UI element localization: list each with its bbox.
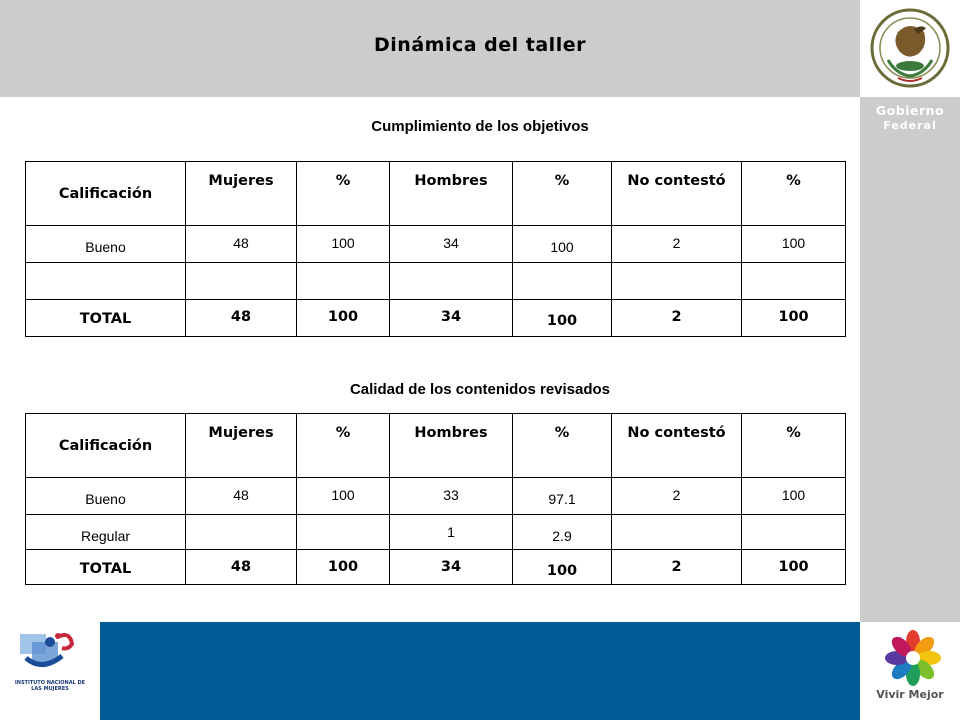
table-total-row [26,300,846,337]
table-cell [612,515,742,550]
table1-title: Cumplimiento de los objetivos [371,118,589,135]
mexican-coat-of-arms-icon [868,2,952,94]
table-cell [513,263,612,300]
table-cell [612,263,742,300]
table-cell: 100 [297,226,390,263]
header-cell: Calificación [26,162,186,226]
table-cell: 100 [297,300,390,337]
table-cell [742,263,846,300]
gobierno-logo-line2: Federal [883,119,937,132]
table-cell: 100 [297,550,390,585]
table-cell: 2 [612,226,742,263]
inm-logo-text: INSTITUTO NACIONAL DE LAS MUJERES [14,680,86,692]
table-cell [26,263,186,300]
vivir-mejor-text: Vivir Mejor [876,688,944,701]
header-cell: No contestó [612,414,742,478]
header-cell: % [742,414,846,478]
header-cell: % [297,162,390,226]
table-cell: 33 [390,478,513,515]
table-cell: 1 [390,515,513,550]
table-cell [742,515,846,550]
table-cell: 48 [186,478,297,515]
table-cell: 100 [742,550,846,585]
table-cell: 100 [513,300,612,337]
table-cell: 48 [186,226,297,263]
table-cell [297,263,390,300]
table-cell: 48 [186,300,297,337]
table-cell: Regular [26,515,186,550]
table-row [26,515,846,550]
table-cell [390,263,513,300]
header-cell: % [513,414,612,478]
table-row [26,263,846,300]
footer-band [100,622,860,720]
table-cell: Bueno [26,478,186,515]
table-cell: 100 [742,226,846,263]
table2-title: Calidad de los contenidos revisados [349,381,611,398]
table-cell: 100 [742,300,846,337]
header-cell: Mujeres [186,162,297,226]
table-cell: 100 [513,550,612,585]
table-cell [297,515,390,550]
page-title: Dinámica del taller [374,34,586,56]
vivir-mejor-flower-icon [885,630,941,686]
table-cell: 34 [390,550,513,585]
header-cell: Hombres [390,414,513,478]
gobierno-logo-line1: Gobierno [875,103,945,118]
header-cell: % [297,414,390,478]
header-cell: Hombres [390,162,513,226]
table-row [26,226,846,263]
table-cell: 2.9 [513,515,612,550]
table-cell: 2 [612,550,742,585]
table-cell: 34 [390,300,513,337]
table-row [26,478,846,515]
inmujeres-logo-icon [12,628,88,678]
table-cell: 97.1 [513,478,612,515]
table-total-row [26,550,846,585]
table-cell: TOTAL [26,550,186,585]
table-cell: 100 [513,226,612,263]
table-cell [186,515,297,550]
content-quality-table [25,413,846,585]
objectives-table [25,161,846,337]
table-cell: TOTAL [26,300,186,337]
table-cell: Bueno [26,226,186,263]
table-cell [186,263,297,300]
table-cell: 2 [612,478,742,515]
table-cell: 2 [612,300,742,337]
table-header-row [26,162,846,226]
table-header-row [26,414,846,478]
header-cell: % [742,162,846,226]
header-cell: % [513,162,612,226]
header-cell: No contestó [612,162,742,226]
table-cell: 100 [742,478,846,515]
table-cell: 100 [297,478,390,515]
header-cell: Calificación [26,414,186,478]
table-cell: 48 [186,550,297,585]
table-cell: 34 [390,226,513,263]
header-cell: Mujeres [186,414,297,478]
